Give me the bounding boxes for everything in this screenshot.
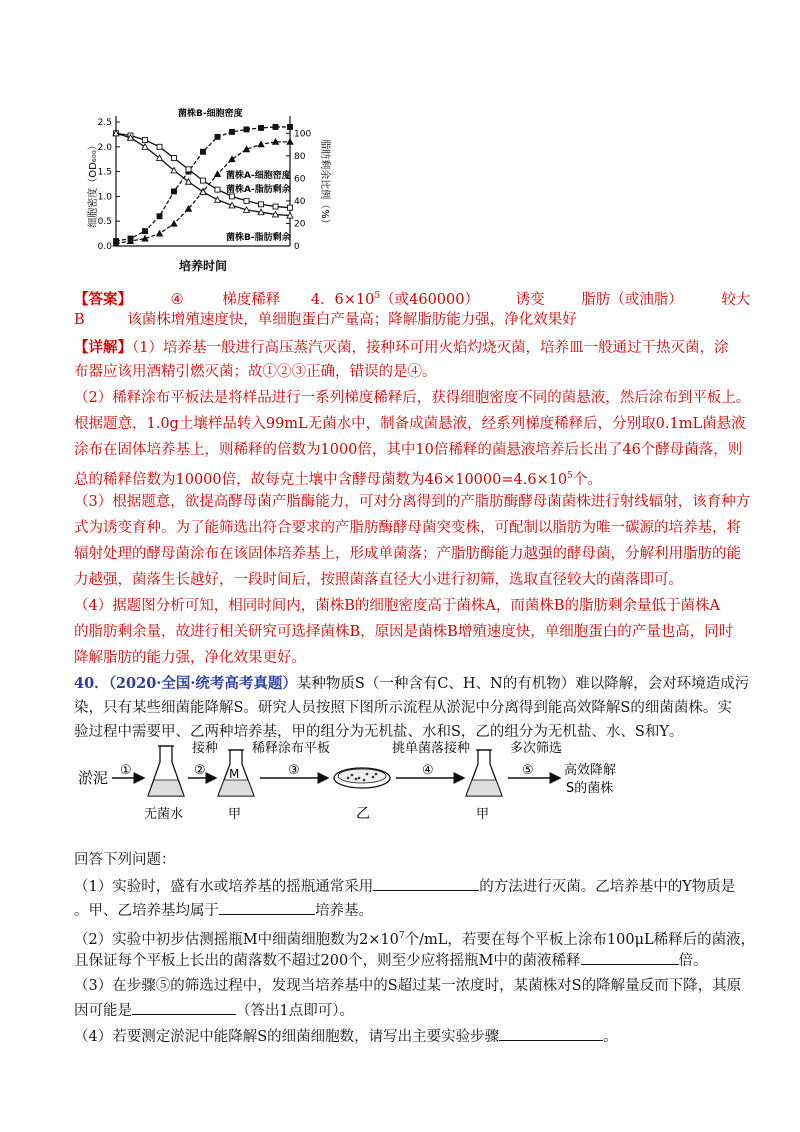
data-point xyxy=(201,149,206,154)
step-2: ② xyxy=(194,763,206,778)
data-point xyxy=(273,204,278,209)
flask-sterile-water xyxy=(148,746,184,796)
detail-line-8: 式为诱变育种。为了能筛选出符合要求的产脂肪酶酵母菌突变株，可配制以脂肪为唯一碳源的培养基，将 xyxy=(74,520,741,536)
series-label-0: 菌株B-细胞密度 xyxy=(178,109,243,119)
detail-line-6: 总的稀释倍数为10000倍，故每克土壤中含酵母菌数为$46\times 10000=4.6\times 10^5$个。 xyxy=(74,471,602,488)
q40-number: 40． xyxy=(74,675,109,692)
left-tick-label: 1.5 xyxy=(97,167,112,178)
q40-line-1: 40．（2020·全国·统考高考真题）某种物质S（一种含有C、H、N的有机物）难以降解，会对环境造成污 xyxy=(74,675,750,692)
growth-fat-chart xyxy=(78,94,358,280)
series-label-1: 菌株A-细胞密度 xyxy=(226,171,291,181)
right-axis-label: 脂肪剩余比例（%） xyxy=(319,139,330,229)
result-line-2: S的菌株 xyxy=(566,781,614,796)
detail-line-3: （2）稀释涂布平板法是将样品进行一系列梯度稀释后，获得细胞密度不同的菌悬液，然后涂布到平板上。 xyxy=(74,390,751,406)
answer-blank-4[interactable] xyxy=(132,1000,236,1015)
detail-line-1: 【详解】（1）培养基一般进行高压蒸汽灭菌，接种环可用火焰灼烧灭菌，培养皿一般通过干热灭菌，涂 xyxy=(74,339,729,356)
step-1: ① xyxy=(120,763,132,778)
answer-line xyxy=(74,286,751,310)
petri-dish xyxy=(334,768,390,788)
prompt-text: 回答下列问题： xyxy=(74,852,176,868)
detail-line-9: 辐射处理的酵母菌涂布在该固体培养基上，形成单菌落；产脂肪酶能力越强的酵母菌，分解利用脂肪的能 xyxy=(74,546,741,562)
data-point xyxy=(287,139,293,145)
right-tick-label: 80 xyxy=(294,151,306,162)
detail-line-10: 力越强，菌落生长越好，一段时间后，按照菌落直径大小进行初筛，选取直径较大的菌落即可。 xyxy=(74,572,683,588)
left-tick-label: 0.5 xyxy=(97,217,112,228)
left-tick-label: 2.5 xyxy=(97,118,112,128)
answer-2: 梯度稀释 xyxy=(222,291,281,308)
answer-blank-1[interactable] xyxy=(373,876,479,891)
data-point xyxy=(288,124,293,129)
answer-label: 【答案】 xyxy=(74,290,132,308)
right-tick-label: 20 xyxy=(294,219,306,230)
data-point xyxy=(259,125,264,130)
data-point xyxy=(201,178,206,183)
left-tick-label: 1.0 xyxy=(97,192,112,203)
q40-line-3: 验过程中需要甲、乙两种培养基，甲的组分为无机盐、水和S，乙的组分为无机盐、水、S和Y。 xyxy=(74,724,684,740)
subq-4-line-1: （4）若要测定淤泥中能降解S的细菌细胞数，请写出主要实验步骤 。 xyxy=(74,1026,734,1047)
flask-m-letter: M xyxy=(229,767,240,781)
q40-line-2: 染，只有某些细菌能降解S。研究人员按照下图所示流程从淤泥中分离得到能高效降解S的细菌菌株。实 xyxy=(74,700,732,716)
answer-1: ④ xyxy=(170,291,184,308)
data-point xyxy=(157,231,163,237)
series-label-2: 菌株A-脂肪剩余 xyxy=(226,185,291,195)
answer-4: 诱变 xyxy=(515,291,545,308)
subq-1-line-2: 。甲、乙培养基均属于 培养基。 xyxy=(74,900,734,921)
detail-line-12: 的脂肪剩余量，故进行相关研究可选择菌株B，原因是菌株B增殖速度快，单细胞蛋白的产量也高，同时 xyxy=(74,624,734,640)
subq-2-line-1: （2）实验中初步估测摇瓶M中细菌细胞数为$2\times 10^7$个/mL，若要在每个平板上涂布100μL稀释后的菌液， xyxy=(74,931,756,948)
data-point xyxy=(143,229,148,234)
flask-1-label: 无菌水 xyxy=(144,807,184,822)
answer-blank-2[interactable] xyxy=(219,900,315,915)
subq-3-line-1: （3）在步骤⑤的筛选过程中，发现当培养基中的S超过某一浓度时，某菌株对S的降解量反而下降，其原 xyxy=(74,978,742,994)
data-point xyxy=(215,187,220,192)
subq-3-line-2: 因可能是 （答出1点即可）。 xyxy=(74,1000,734,1021)
data-point xyxy=(273,124,278,129)
data-point xyxy=(288,205,293,210)
step-4-label: 挑单菌落接种 xyxy=(392,741,471,756)
flask-2-label: 甲 xyxy=(228,807,242,822)
detail-label: 【详解】 xyxy=(74,339,132,356)
detail-line-5: 涂布在固体培养基上，则稀释的倍数为1000倍，其中10倍稀释的菌悬液培养后长出了46个酵母菌落，则 xyxy=(74,442,743,458)
detail-line-11: （4）据题图分析可知，相同时间内，菌株B的细胞密度高于菌株A，而菌株B的脂肪剩余量低于菌株A xyxy=(74,598,720,614)
step-2-label: 接种 xyxy=(192,741,219,756)
data-point xyxy=(171,221,177,227)
data-point xyxy=(215,134,220,139)
result-line-1: 高效降解 xyxy=(564,763,617,778)
right-tick-label: 40 xyxy=(294,196,306,207)
series-label-3: 菌株B-脂肪剩余 xyxy=(226,233,291,243)
left-axis-label: 细胞密度（OD₆₀₀） xyxy=(88,140,99,228)
detail-line-2: 布器应该用酒精引燃灭菌；故①②③正确，错误的是④。 xyxy=(74,364,437,380)
isolation-flow-diagram xyxy=(74,738,714,848)
data-point xyxy=(259,202,264,207)
detail-line-13: 降解脂肪的能力强，净化效果更好。 xyxy=(74,650,306,666)
answer-blank-5[interactable] xyxy=(499,1026,603,1041)
dish-label: 乙 xyxy=(356,806,370,822)
answer-6: 较大 xyxy=(721,291,751,308)
data-point xyxy=(172,156,177,161)
subq-1-line-1: （1）实验时，盛有水或培养基的摇瓶通常采用 的方法进行灭菌。乙培养基中的Y物质是 xyxy=(74,876,734,897)
data-point xyxy=(215,171,221,177)
data-point xyxy=(172,189,177,194)
series-line-0 xyxy=(116,127,290,241)
right-tick-label: 0 xyxy=(294,242,300,252)
answer-5: 脂肪（或油脂） xyxy=(581,291,683,308)
left-tick-label: 2.0 xyxy=(97,142,112,153)
step-4: ④ xyxy=(422,763,434,778)
data-point xyxy=(142,144,148,150)
data-point xyxy=(230,129,235,134)
data-point xyxy=(157,214,162,219)
step-3: ③ xyxy=(288,763,300,778)
answer-line-2 xyxy=(74,310,734,330)
flask-3-label: 甲 xyxy=(476,807,490,822)
step-5-label: 多次筛选 xyxy=(510,741,563,756)
data-point xyxy=(215,197,221,203)
x-axis-label: 培养时间 xyxy=(178,259,228,273)
data-point xyxy=(143,138,148,143)
right-tick-label: 100 xyxy=(294,129,312,140)
step-5: ⑤ xyxy=(522,763,534,778)
data-point xyxy=(258,141,264,147)
chart-svg xyxy=(78,94,358,280)
answer-3: 4．$6\times 10^5$（或460000） xyxy=(310,291,479,308)
data-point xyxy=(157,144,162,149)
detail-line-4: 根据题意，1.0g土壤样品转入99mL无菌水中，制备成菌悬液，经系列梯度稀释后，分别取0.1mL菌悬液 xyxy=(74,416,746,432)
right-tick-label: 60 xyxy=(294,174,306,185)
answer-7: B xyxy=(74,312,85,328)
q40-source: （2020·全国·统考高考真题） xyxy=(108,675,297,692)
answer-blank-3[interactable] xyxy=(581,950,679,965)
flask-jia xyxy=(466,750,502,796)
answer-8: 该菌株增殖速度快，单细胞蛋白产量高；降解脂肪能力强，净化效果好 xyxy=(127,312,577,328)
data-point xyxy=(244,198,249,203)
left-tick-label: 0.0 xyxy=(97,242,112,252)
mud-label: 淤泥 xyxy=(78,769,109,787)
data-point xyxy=(186,167,191,172)
detail-line-7: （3）根据题意，欲提高酵母菌产脂酶能力，可对分离得到的产脂肪酶酵母菌菌株进行射线辐射，该育种方 xyxy=(74,494,751,510)
subq-2-line-2: 且保证每个平板上长出的菌落数不超过200个，则至少应将摇瓶M中的菌液稀释 倍。 xyxy=(74,950,734,971)
data-point xyxy=(244,127,249,132)
step-3-label: 稀释涂布平板 xyxy=(252,741,331,756)
